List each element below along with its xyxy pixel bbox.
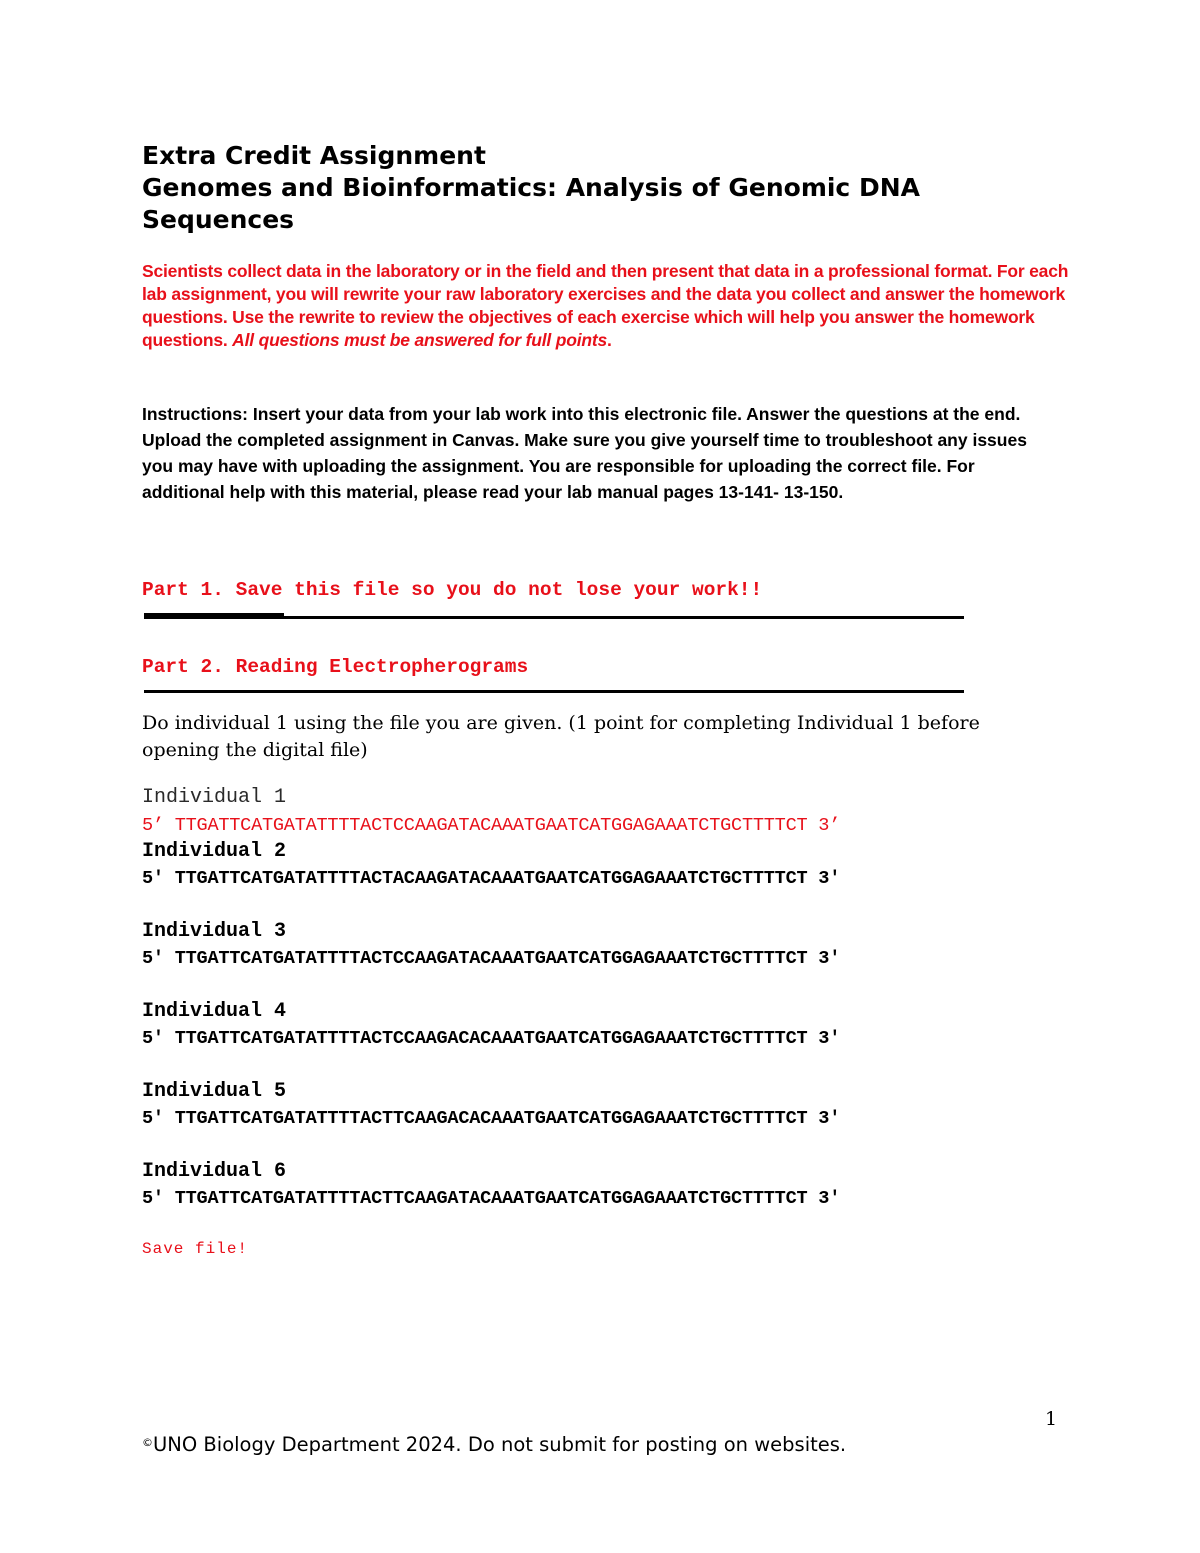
copyright-symbol: ©	[142, 1436, 153, 1449]
title-line-3: Sequences	[142, 205, 295, 234]
part2-rule	[144, 690, 964, 693]
title-line-1: Extra Credit Assignment	[142, 141, 486, 170]
intro-paragraph	[142, 260, 1072, 352]
title-line-2: Genomes and Bioinformatics: Analysis of Genomic DNA	[142, 173, 920, 202]
individual-5-sequence: 5' TTGATTCATGATATTTTACTTCAAGACACAAATGAATCATGGAGAAATCTGCTTTTCT 3'	[142, 1108, 841, 1129]
individual-1-label: Individual 1	[142, 786, 287, 809]
part1-heading: Part 1. Save this file so you do not lose your work!!	[142, 579, 763, 601]
individual-6-sequence: 5' TTGATTCATGATATTTTACTTCAAGATACAAATGAATCATGGAGAAATCTGCTTTTCT 3'	[142, 1188, 841, 1209]
individual-3-label: Individual 3	[142, 920, 287, 943]
part2-description: Do individual 1 using the file you are given. (1 point for completing Individual 1 before opening the digital file)	[142, 712, 980, 761]
document-title	[142, 140, 1042, 236]
individual-2-sequence: 5' TTGATTCATGATATTTTACTACAAGATACAAATGAATCATGGAGAAATCTGCTTTTCT 3'	[142, 868, 841, 889]
individual-6-label: Individual 6	[142, 1160, 287, 1183]
individual-4-sequence: 5' TTGATTCATGATATTTTACTCCAAGACACAAATGAATCATGGAGAAATCTGCTTTTCT 3'	[142, 1028, 841, 1049]
individual-5-label: Individual 5	[142, 1080, 287, 1103]
part2-heading: Part 2. Reading Electropherograms	[142, 656, 529, 678]
individual-2-label: Individual 2	[142, 840, 287, 863]
intro-emphasis: All questions must be answered for full points	[232, 330, 608, 350]
intro-end: .	[607, 330, 612, 350]
save-file-note: Save file!	[142, 1240, 249, 1258]
individual-1-sequence: 5’ TTGATTCATGATATTTTACTCCAAGATACAAATGAATCATGGAGAAATCTGCTTTTCT 3’	[142, 815, 841, 836]
part1-rule	[144, 616, 964, 619]
instructions-paragraph: Instructions: Insert your data from your lab work into this electronic file. Answer the questions at the end. Upload the completed assignment in Canvas. Make sure you give yourself time to troubleshoot any issues you may have with uploading the assignment. You are responsible for uploading the correct file. For additional help with this material, please read your lab manual pages 13-141- 13-150.	[142, 404, 1027, 502]
individual-4-label: Individual 4	[142, 1000, 287, 1023]
page-number: 1	[1045, 1408, 1058, 1430]
individual-3-sequence: 5' TTGATTCATGATATTTTACTCCAAGATACAAATGAATCATGGAGAAATCTGCTTTTCT 3'	[142, 948, 841, 969]
intro-text: Scientists collect data in the laboratory or in the field and then present that data in a professional format. For each lab assignment, you will rewrite your raw laboratory exercises and the data you collect and answer the homework questions. Use the rewrite to review the objectives of each exercise which will help you answer the homework questions.	[142, 261, 1069, 350]
footer-text: UNO Biology Department 2024. Do not submit for posting on websites.	[153, 1433, 847, 1456]
copyright-footer	[142, 1432, 942, 1457]
